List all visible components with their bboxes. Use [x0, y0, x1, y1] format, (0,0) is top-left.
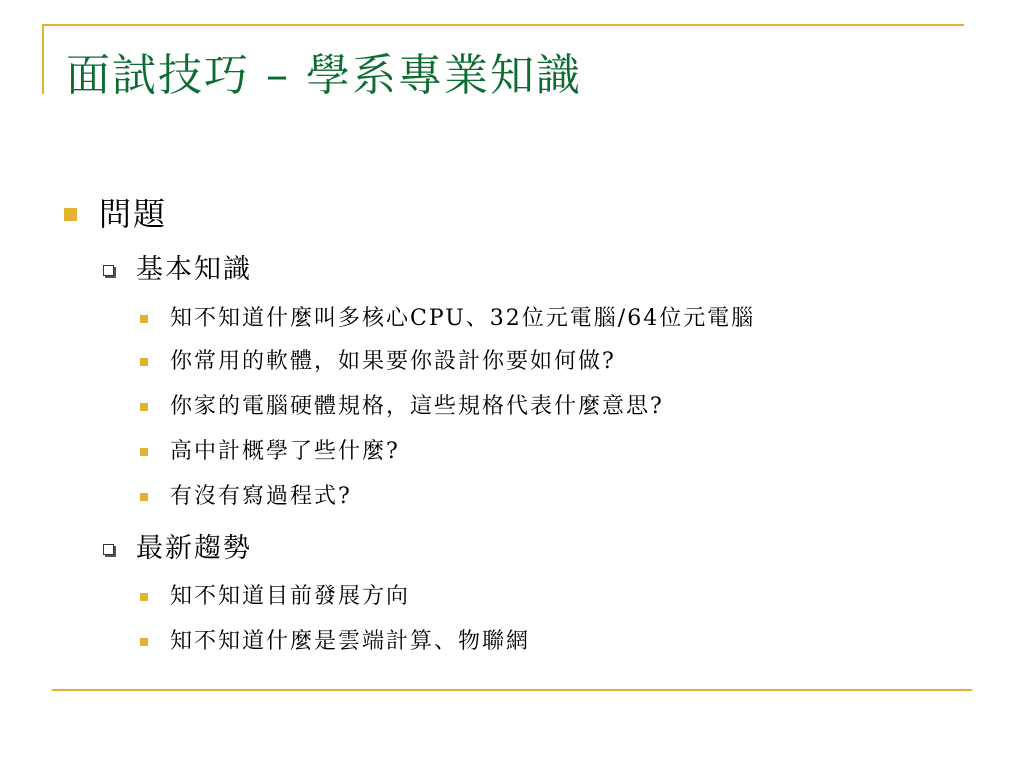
bullet-text: 你家的電腦硬體規格，這些規格代表什麼意思?	[170, 394, 664, 419]
list-item	[140, 304, 755, 334]
slide-title: 面試技巧 – 學系專業知識	[66, 50, 582, 101]
bullet-text: 基本知識	[136, 254, 252, 285]
top-rule	[42, 24, 964, 26]
list-item	[140, 437, 400, 467]
bottom-rule	[52, 689, 972, 691]
list-item	[140, 582, 410, 612]
square-bullet-icon	[140, 493, 148, 501]
bullet-text: 知不知道什麼是雲端計算、物聯網	[170, 629, 531, 654]
hollow-square-bullet-icon	[103, 544, 114, 555]
square-bullet-icon	[140, 358, 148, 366]
list-item	[140, 627, 530, 657]
square-bullet-icon	[140, 638, 148, 646]
list-item	[140, 482, 352, 512]
bullet-level1-questions	[64, 194, 167, 234]
square-bullet-icon	[140, 315, 148, 323]
bullet-text: 最新趨勢	[136, 533, 252, 564]
bullet-text: 問題	[99, 195, 168, 233]
bullet-text: 知不知道什麼叫多核心CPU、32位元電腦/64位元電腦	[170, 306, 756, 331]
bullet-text: 你常用的軟體，如果要你設計你要如何做?	[170, 349, 616, 374]
bullet-text: 知不知道目前發展方向	[170, 584, 411, 609]
bullet-text: 高中計概學了些什麼?	[170, 439, 400, 464]
left-rule	[42, 24, 44, 94]
square-bullet-icon	[64, 208, 77, 221]
square-bullet-icon	[140, 448, 148, 456]
bullet-level2-basic-knowledge	[103, 253, 252, 287]
hollow-square-bullet-icon	[103, 265, 114, 276]
bullet-text: 有沒有寫過程式?	[170, 484, 352, 509]
square-bullet-icon	[140, 403, 148, 411]
bullet-level2-latest-trends	[103, 532, 252, 566]
square-bullet-icon	[140, 593, 148, 601]
list-item	[140, 347, 616, 377]
list-item	[140, 392, 664, 422]
